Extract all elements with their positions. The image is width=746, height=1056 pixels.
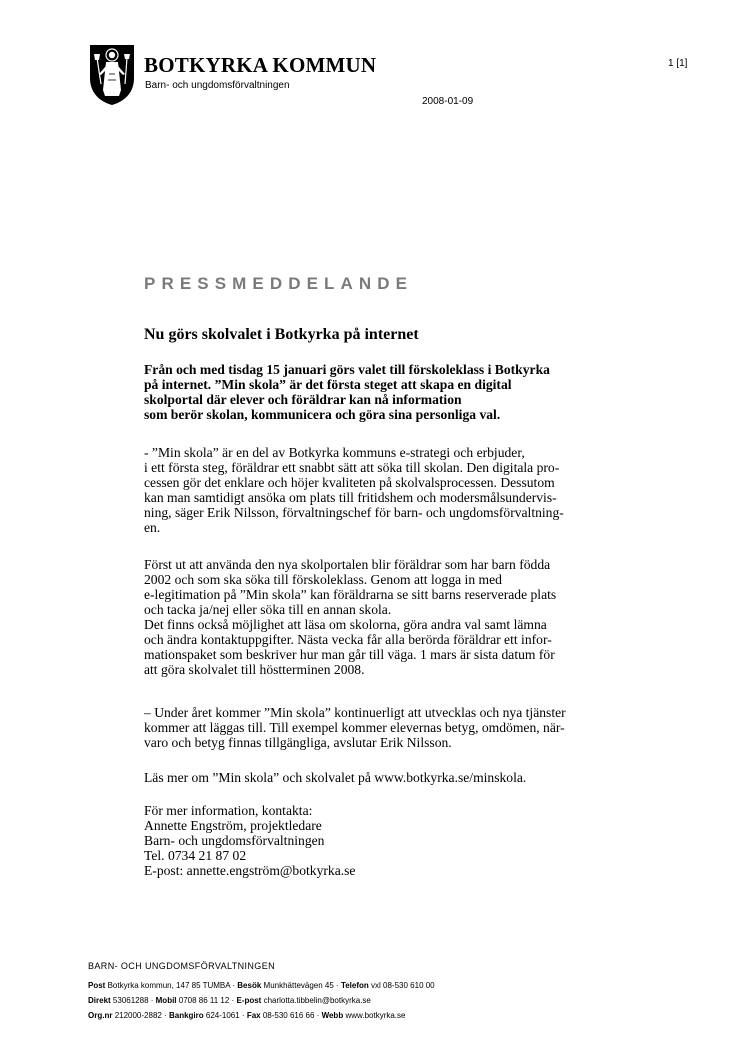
text-line: kommer att läggas till. Till exempel kommer elevernas betyg, omdömen, när- xyxy=(144,720,565,735)
text-line: – Under året kommer ”Min skola” kontinuerligt att utvecklas och nya tjänster xyxy=(144,705,566,720)
footer-value: 212000-2882 · xyxy=(114,1011,167,1020)
text-line: och tacka ja/nej eller söka till en annan skola. xyxy=(144,602,392,617)
footer-label: Webb xyxy=(321,1011,344,1020)
text-line: ning, säger Erik Nilsson, förvaltningschef för barn- och ungdomsförvaltning- xyxy=(144,505,564,520)
footer-value: 624-1061 · xyxy=(205,1011,245,1020)
footer-address-line xyxy=(88,981,435,990)
text-line: kan man samtidigt ansöka om plats till fritidshem och modersmålsundervis- xyxy=(144,490,557,505)
text-line: att göra skolvalet till höstterminen 2008. xyxy=(144,662,365,677)
footer-label: Post xyxy=(88,981,106,990)
page-number: 1 [1] xyxy=(668,58,688,69)
text-line: varo och betyg finnas tillgängliga, avslutar Erik Nilsson. xyxy=(144,735,452,750)
footer-value: www.botkyrka.se xyxy=(345,1011,406,1020)
lead-line: skolportal där elever och föräldrar kan nå information xyxy=(144,392,462,407)
text-line: - ”Min skola” är en del av Botkyrka kommuns e-strategi och erbjuder, xyxy=(144,445,525,460)
text-line: och ändra kontaktuppgifter. Nästa vecka får alla berörda föräldrar ett infor- xyxy=(144,632,552,647)
document-type: PRESSMEDDELANDE xyxy=(144,274,414,293)
footer-contact-line xyxy=(88,996,371,1005)
org-name: BOTKYRKA KOMMUN xyxy=(144,53,377,77)
text-line: en. xyxy=(144,520,161,535)
text-line: Läs mer om ”Min skola” och skolvalet på www.botkyrka.se/minskola. xyxy=(144,770,527,785)
footer-label: Fax xyxy=(246,1011,261,1020)
footer-label: Bankgiro xyxy=(168,1011,204,1020)
contact-block xyxy=(144,803,624,878)
footer-label: Besök xyxy=(237,981,262,990)
footer-value: 08-530 616 66 · xyxy=(262,1011,320,1020)
footer-department: BARN- OCH UNGDOMSFÖRVALTNINGEN xyxy=(88,961,276,971)
footer-value: Munkhättevägen 45 · xyxy=(263,981,339,990)
footer-label: Org.nr xyxy=(88,1011,113,1020)
contact-line: För mer information, kontakta: xyxy=(144,803,313,818)
text-line: Först ut att använda den nya skolportalen blir föräldrar som har barn födda xyxy=(144,557,551,572)
lead-line: på internet. ”Min skola” är det första steget att skapa en digital xyxy=(144,377,512,392)
contact-line: E-post: annette.engström@botkyrka.se xyxy=(144,863,356,878)
lead-paragraph xyxy=(144,362,624,422)
contact-line: Tel. 0734 21 87 02 xyxy=(144,848,247,863)
body-paragraph xyxy=(144,770,624,785)
footer-label: Mobil xyxy=(155,996,177,1005)
body-paragraph xyxy=(144,705,624,750)
footer-registry-line xyxy=(88,1011,405,1020)
lead-line: som berör skolan, kommunicera och göra sina personliga val. xyxy=(144,407,501,422)
text-line: mationspaket som beskriver hur man går till väga. 1 mars är sista datum för xyxy=(144,647,555,662)
headline: Nu görs skolvalet i Botkyrka på internet xyxy=(144,326,419,343)
body-paragraph xyxy=(144,557,624,677)
footer-value: charlotta.tibbelin@botkyrka.se xyxy=(263,996,371,1005)
text-line: Det finns också möjlighet att läsa om skolorna, göra andra val samt lämna xyxy=(144,617,547,632)
document-date: 2008-01-09 xyxy=(422,96,474,107)
text-line: e-legitimation på ”Min skola” kan föräldrarna se sitt barns reserverade plats xyxy=(144,587,557,602)
department-subtitle: Barn- och ungdomsförvaltningen xyxy=(145,80,290,91)
footer-value: 53061288 · xyxy=(112,996,154,1005)
footer-value: vxl 08-530 610 00 xyxy=(371,981,435,990)
footer-value: Botkyrka kommun, 147 85 TUMBA · xyxy=(107,981,236,990)
text-line: i ett första steg, föräldrar ett snabbt sätt att söka till skolan. Den digitala pro- xyxy=(144,460,560,475)
contact-line: Annette Engström, projektledare xyxy=(144,818,322,833)
text-line: cessen gör det enklare och höjer kvaliteten på skolvalsprocessen. Dessutom xyxy=(144,475,555,490)
text-line: 2002 och som ska söka till förskoleklass. Genom att logga in med xyxy=(144,572,502,587)
contact-line: Barn- och ungdomsförvaltningen xyxy=(144,833,325,848)
footer-label: Telefon xyxy=(340,981,369,990)
footer-label: Direkt xyxy=(88,996,111,1005)
footer-value: 0708 86 11 12 · xyxy=(178,996,235,1005)
botkyrka-coat-of-arms-icon xyxy=(89,44,135,106)
footer-label: E-post xyxy=(236,996,262,1005)
body-paragraph xyxy=(144,445,624,535)
lead-line: Från och med tisdag 15 januari görs valet till förskoleklass i Botkyrka xyxy=(144,362,550,377)
